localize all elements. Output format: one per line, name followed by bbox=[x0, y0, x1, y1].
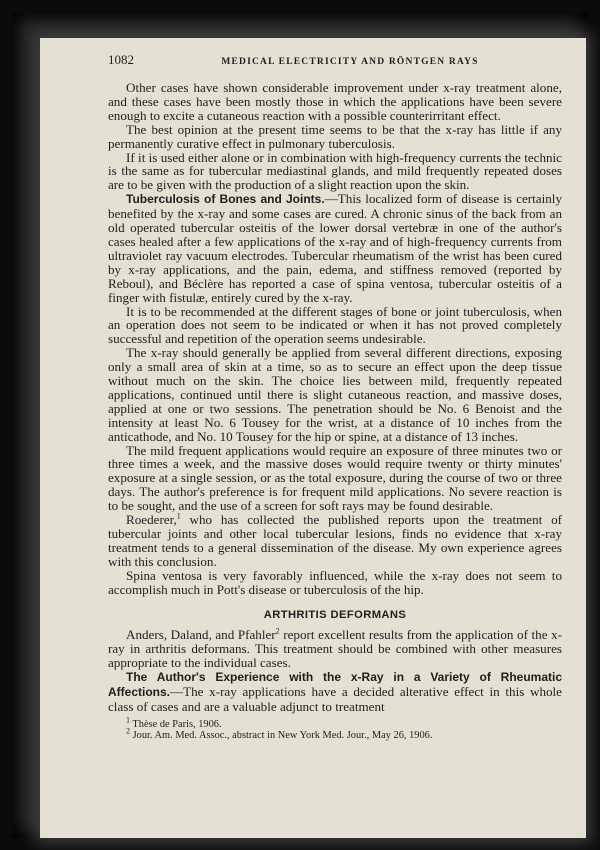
footnote-mark: 2 bbox=[275, 627, 280, 637]
paragraph: The x-ray should generally be applied from several different directions, exposing only a small area of skin at a time, so as to secure an effect upon the deep tissue without much on the skin. The choice lies between mild, frequently repeated applications, continued until there is slight cutaneous reaction, and massive doses, applied at one or two sessions. The penetration should be No. 6 Benoist and the intensity at least No. 6 Tousey for the wrist, at a distance of 10 inches from the anticathode, and No. 10 Tousey for the hip or spine, at a distance of 13 inches. bbox=[108, 345, 562, 444]
footnote-text: Thèse de Paris, 1906. bbox=[130, 718, 222, 730]
paragraph-rheumatic bbox=[108, 670, 562, 714]
author-names: Anders, Daland, and Pfahler bbox=[126, 627, 276, 643]
section-title-arthritis: ARTHRITIS DEFORMANS bbox=[263, 608, 407, 621]
paragraph: The mild frequent applications would require an exposure of three minutes two or three times a week, and the massive doses would require twenty or thirty minutes' exposure at a single session, or as the total exposure, during the course of two or three days. The author's preference is for frequent mild applications. No severe reaction is to be sought, and the use of a screen for soft rays may be found desirable. bbox=[108, 442, 562, 514]
paragraph-roederer bbox=[108, 513, 562, 569]
paragraph-text: —This localized form of disease is certainly benefited by the x-ray and some cases are cured. A chronic sinus of the back from an old operated tubercular osteitis of the lower dorsal vertebræ in one of the author's cases healed after a few applications of the x-ray and of high-frequency currents from ultraviolet ray vacuum electrodes. Tubercular rheumatism of the wrist has been cured by x-ray applications, and the pain, edema, and stiffness removed (reported by Reboul), and Béclère has reported a case of spina ventosa, tubercular osteitis of a finger with fistulæ, entirely cured by the x-ray. bbox=[108, 191, 562, 305]
paragraph: It is to be recommended at the different stages of bone or joint tuberculosis, when an operation does not seem to be indicated or when it has not proved completely successful and repetition of the operation seems undesirable. bbox=[108, 303, 562, 347]
page-content bbox=[108, 53, 562, 742]
paragraph-arthritis bbox=[108, 628, 562, 670]
footnote-text: Jour. Am. Med. Assoc., abstract in New York Med. Jour., May 26, 1906. bbox=[130, 730, 433, 742]
paragraph-tuberculosis-bones bbox=[108, 192, 562, 304]
photo-frame bbox=[12, 12, 588, 838]
footnote-mark: 2 bbox=[126, 727, 130, 736]
running-title: MEDICAL ELECTRICITY AND RÖNTGEN RAYS bbox=[221, 57, 479, 67]
section-heading-rheumatic: The Author's Experience with the x-Ray in a Variety of Rheumatic Affections. bbox=[108, 670, 562, 700]
footnote-mark: 1 bbox=[126, 715, 130, 725]
footnotes bbox=[108, 715, 562, 742]
paragraph-text: —The x-ray applications have a decided alterative effect in this whole class of cases and are a valuable adjunct to treatment bbox=[108, 684, 562, 714]
footnote bbox=[108, 727, 562, 742]
running-header bbox=[108, 53, 562, 75]
paragraph: The best opinion at the present time seems to be that the x-ray has little if any permanently curative effect in pulmonary tuberculosis. bbox=[108, 121, 562, 151]
paragraph: Spina ventosa is very favorably influenced, while the x-ray does not seem to accomplish much in Pott's disease or tuberculosis of the hip. bbox=[108, 567, 562, 597]
paragraph-text: who has collected the published reports upon the treatment of tubercular joints and other local tubercular lesions, finds no evidence that x-ray treatment tends to a general dissemination of the disease. My own experience agrees with this conclusion. bbox=[108, 512, 562, 569]
book-page bbox=[40, 38, 586, 838]
paragraph-text: report excellent results from the application of the x-ray in arthritis deformans. This treatment should be combined with other measures appropriate to the individual cases. bbox=[108, 627, 562, 671]
footnote bbox=[108, 715, 562, 731]
author-name: Roederer, bbox=[126, 512, 177, 528]
page-number: 1082 bbox=[108, 52, 134, 67]
paragraph: If it is used either alone or in combination with high-frequency currents the technic is the same as for tubercular mediastinal glands, and mild frequently repeated doses are to be given with the production of a slight reaction upon the skin. bbox=[108, 149, 562, 193]
footnote-mark: 1 bbox=[176, 511, 181, 521]
section-heading-tuberculosis-bones: Tuberculosis of Bones and Joints. bbox=[126, 192, 325, 207]
paragraph: Other cases have shown considerable improvement under x-ray treatment alone, and these cases have been mostly those in which the applications have been severe enough to excite a cutaneous reaction with a possible counterirritant effect. bbox=[108, 80, 562, 123]
